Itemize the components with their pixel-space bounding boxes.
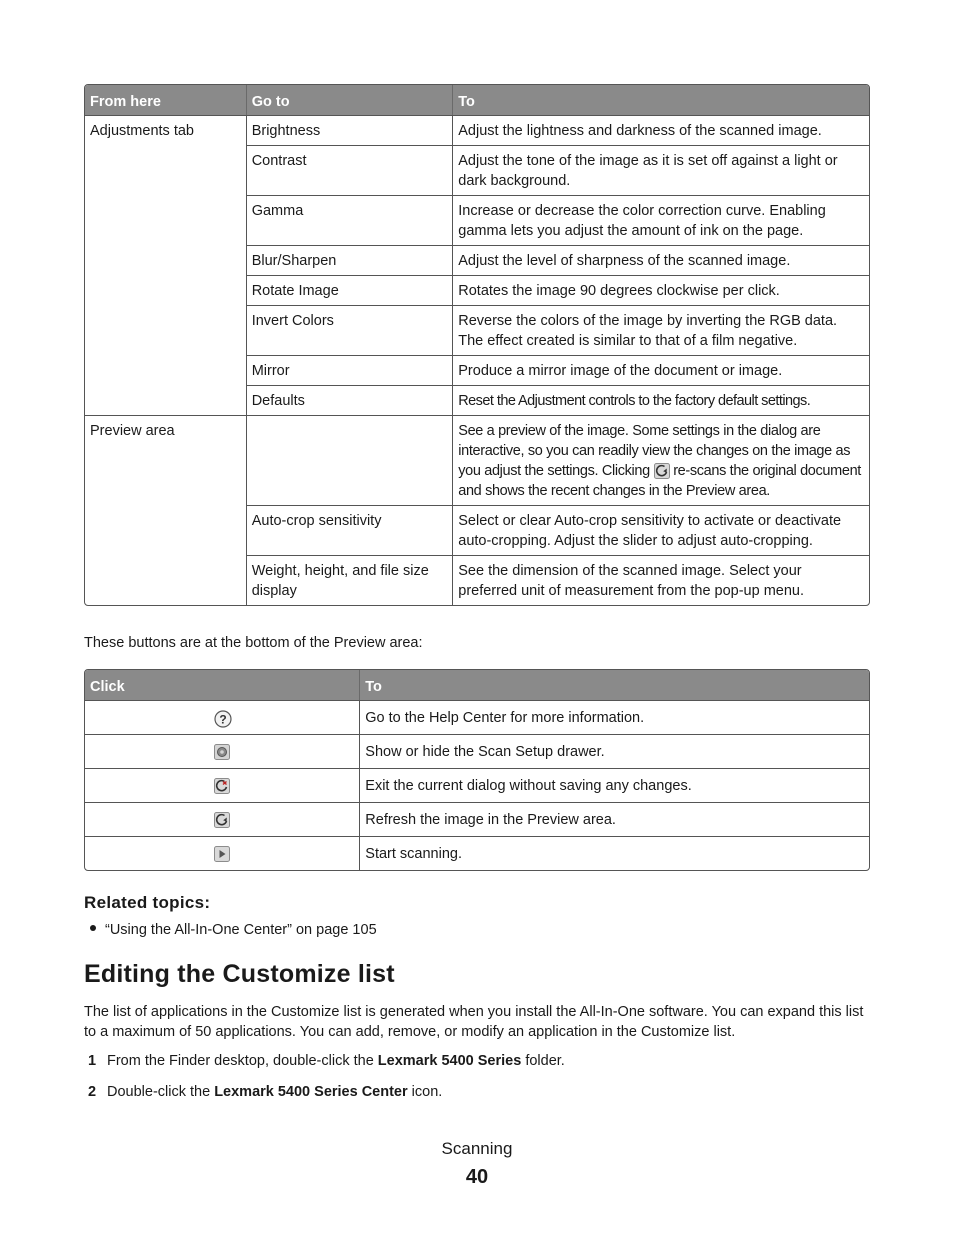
buttons-table [84, 669, 870, 871]
to-cell [453, 415, 869, 505]
to-cell: Rotates the image 90 degrees clockwise per click. [453, 275, 869, 305]
related-link[interactable]: “Using the All-In-One Center” on page 105 [105, 922, 377, 938]
preview-text-part1: See a preview of the image. Some settings in the dialog are interactive, so you can readily view the changes on the image as you adjust the settings. Clicking [458, 423, 851, 479]
to-cell: Select or clear Auto-crop sensitivity to activate or deactivate auto-cropping. Adjust the slider to adjust auto-cropping. [453, 505, 869, 555]
goto-cell: Invert Colors [247, 305, 454, 355]
step-text-bold: Lexmark 5400 Series [377, 1053, 522, 1069]
section-intro: The list of applications in the Customize list is generated when you install the All-In-One software. You can expand this list to a maximum of 50 applications. You can add, remove, or modify an application in the Customize list. [84, 1004, 864, 1040]
footer-section-label: Scanning [441, 1139, 513, 1158]
refresh-icon [654, 463, 670, 479]
goto-cell: Mirror [247, 355, 454, 385]
table-row [85, 836, 869, 870]
goto-cell: Weight, height, and file size display [247, 555, 454, 605]
to-cell: See the dimension of the scanned image. Select your preferred unit of measurement from the pop-up menu. [453, 555, 869, 605]
page-number: 40 [465, 1166, 489, 1188]
section-title: Editing the Customize list [84, 960, 395, 988]
gear-icon[interactable] [214, 744, 230, 760]
icon-cell [85, 836, 360, 870]
to-cell: Reverse the colors of the image by inverting the RGB data. The effect created is similar to that of a film negative. [453, 305, 869, 355]
to-cell: Go to the Help Center for more information. [360, 700, 869, 734]
table-row [85, 768, 869, 802]
to-cell: Adjust the level of sharpness of the scanned image. [453, 245, 869, 275]
to-cell: Start scanning. [360, 836, 869, 870]
to-cell: Produce a mirror image of the document or image. [453, 355, 869, 385]
step-item [88, 1053, 565, 1069]
header-go-to: Go to [247, 85, 454, 115]
step-item [88, 1084, 442, 1100]
refresh-icon[interactable] [214, 812, 230, 828]
from-adjustments-tab: Adjustments tab [85, 115, 247, 415]
icon-cell [85, 802, 360, 836]
to-cell: Reset the Adjustment controls to the factory default settings. [453, 385, 869, 415]
table-row [85, 115, 869, 145]
to-cell: Adjust the lightness and darkness of the scanned image. [453, 115, 869, 145]
to-cell: Adjust the tone of the image as it is set off against a light or dark background. [453, 145, 869, 195]
step-text-bold: Lexmark 5400 Series Center [214, 1084, 408, 1100]
adjustments-table [84, 84, 870, 606]
step-text-pre: Double-click the [107, 1084, 215, 1100]
step-number: 1 [88, 1053, 97, 1069]
related-topics-heading: Related topics: [84, 893, 211, 912]
header-from-here: From here [85, 85, 247, 115]
step-text-post: icon. [407, 1084, 443, 1100]
to-cell: Exit the current dialog without saving any changes. [360, 768, 869, 802]
bullet-icon [90, 925, 96, 931]
goto-cell: Blur/Sharpen [247, 245, 454, 275]
goto-cell: Auto-crop sensitivity [247, 505, 454, 555]
play-icon[interactable] [214, 846, 230, 862]
goto-cell: Defaults [247, 385, 454, 415]
table-header-row [85, 85, 869, 115]
icon-cell [85, 734, 360, 768]
header-click: Click [85, 670, 360, 700]
goto-cell: Contrast [247, 145, 454, 195]
header-to: To [453, 85, 869, 115]
goto-cell: Brightness [247, 115, 454, 145]
step-text-post: folder. [521, 1053, 565, 1069]
from-preview-area: Preview area [85, 415, 247, 605]
icon-cell [85, 768, 360, 802]
goto-cell [247, 415, 454, 505]
step-number: 2 [88, 1084, 97, 1100]
help-icon[interactable] [214, 710, 230, 726]
cancel-icon[interactable] [214, 778, 230, 794]
table-header-row [85, 670, 869, 700]
table-row [85, 415, 869, 505]
header-to: To [360, 670, 869, 700]
list-item [90, 922, 377, 938]
icon-cell [85, 700, 360, 734]
goto-cell: Gamma [247, 195, 454, 245]
to-cell: Refresh the image in the Preview area. [360, 802, 869, 836]
goto-cell: Rotate Image [247, 275, 454, 305]
table-row [85, 700, 869, 734]
step-text-pre: From the Finder desktop, double-click the [107, 1053, 378, 1069]
table-row [85, 802, 869, 836]
preview-text-part2: re-scans the original document and shows the recent changes in the Preview area. [458, 463, 861, 499]
to-cell: Increase or decrease the color correction curve. Enabling gamma lets you adjust the amount of ink on the page. [453, 195, 869, 245]
table-row [85, 734, 869, 768]
buttons-intro-text: These buttons are at the bottom of the Preview area: [84, 635, 423, 651]
svg-text:?: ? [219, 712, 227, 727]
to-cell: Show or hide the Scan Setup drawer. [360, 734, 869, 768]
